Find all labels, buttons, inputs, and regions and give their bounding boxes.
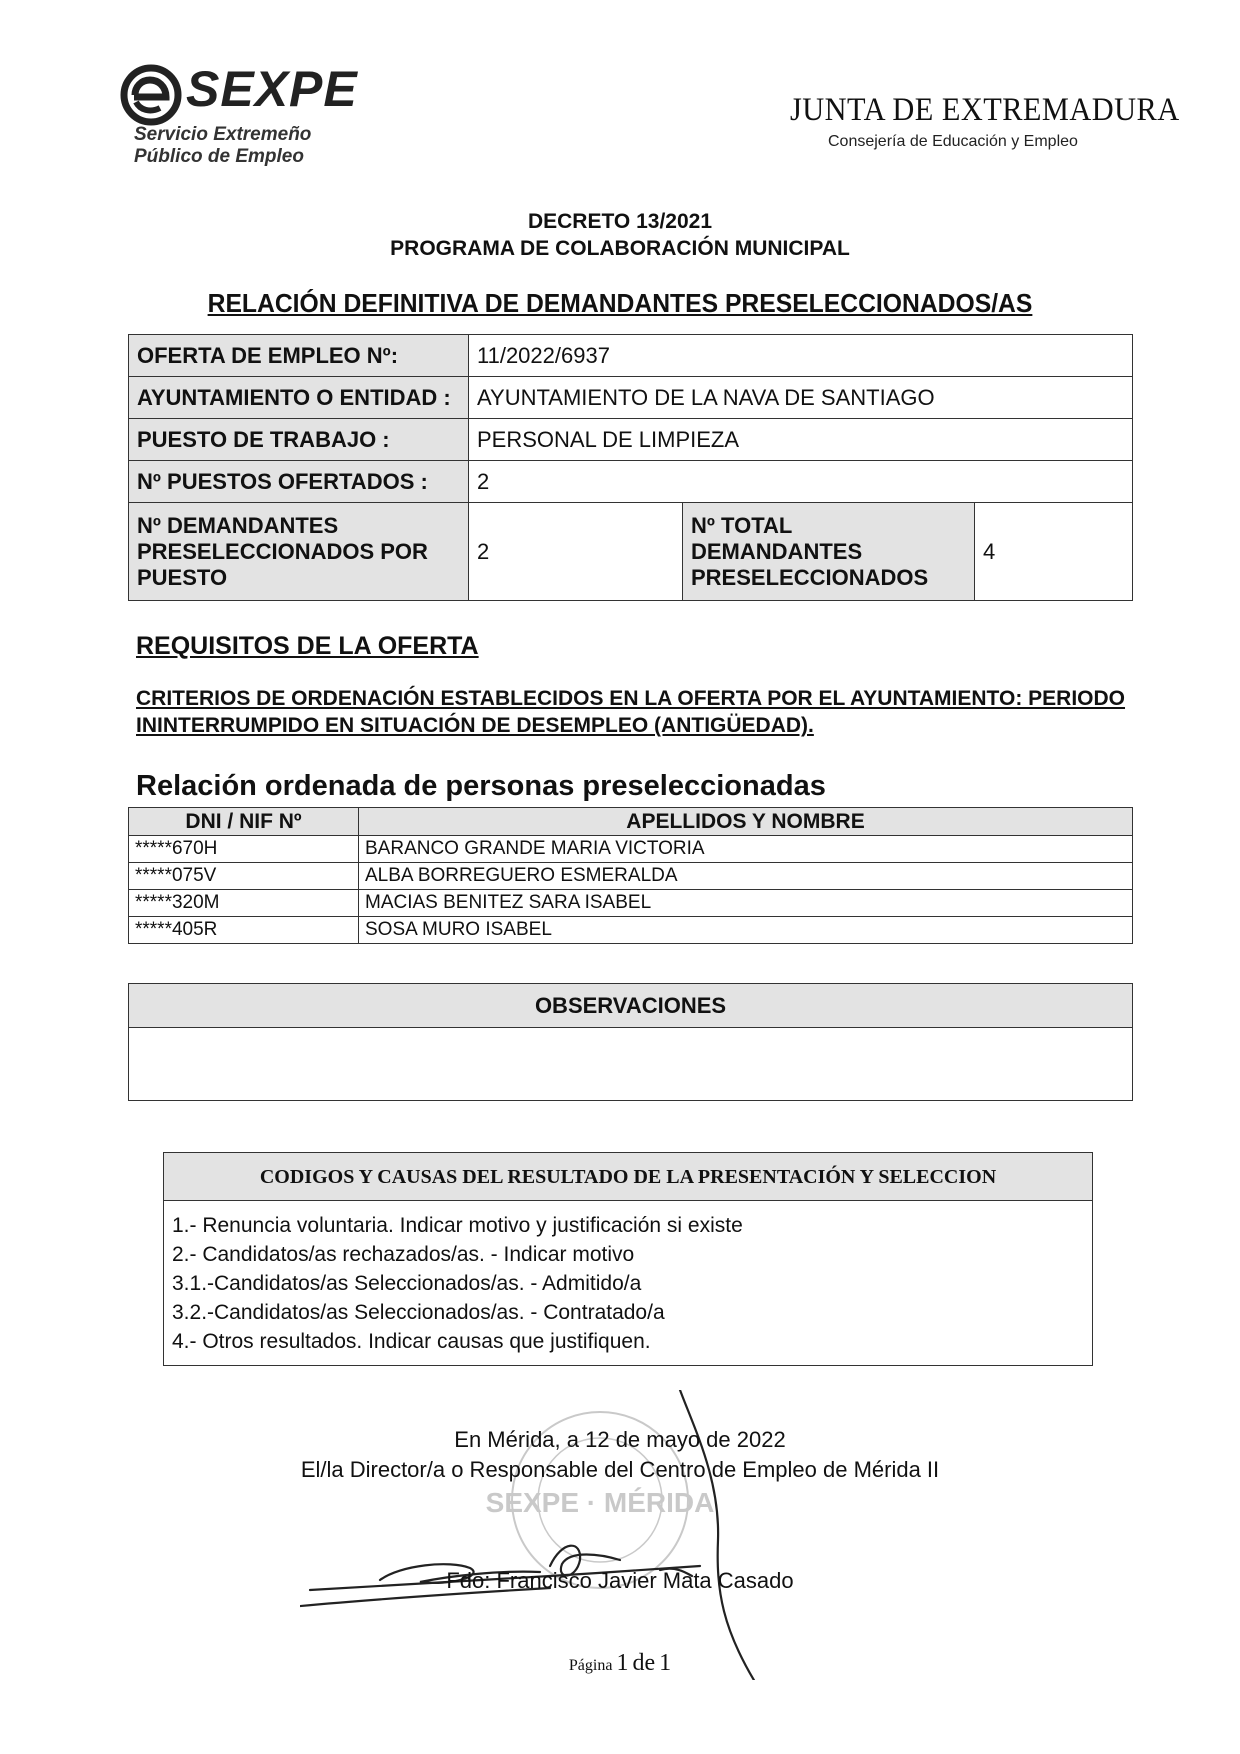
nombre-cell: ALBA BORREGUERO ESMERALDA xyxy=(359,863,1133,890)
relacion-ordenada-title: Relación ordenada de personas preseleccionadas xyxy=(136,770,826,802)
table-row xyxy=(129,863,1133,890)
sexpe-e-icon xyxy=(120,64,182,126)
table-row xyxy=(129,503,1133,601)
observaciones-box xyxy=(128,983,1133,1101)
logo-name: SEXPE xyxy=(186,61,358,117)
ayuntamiento-value: AYUNTAMIENTO DE LA NAVA DE SANTIAGO xyxy=(469,377,1133,419)
programa-title: PROGRAMA DE COLABORACIÓN MUNICIPAL xyxy=(390,237,850,260)
signature-name: Fdo: Francisco Javier Mata Casado xyxy=(446,1568,794,1593)
table-row xyxy=(129,335,1133,377)
nombre-cell: MACIAS BENITEZ SARA ISABEL xyxy=(359,890,1133,917)
puesto-label: PUESTO DE TRABAJO : xyxy=(129,419,469,461)
demandantes-por-puesto-label: Nº DEMANDANTES PRESELECCIONADOS POR PUESTO xyxy=(129,503,469,601)
page-total: 1 xyxy=(659,1650,672,1676)
table-row xyxy=(129,419,1133,461)
requisitos-title: REQUISITOS DE LA OFERTA xyxy=(136,632,479,660)
col-nombre-header: APELLIDOS Y NOMBRE xyxy=(359,808,1133,836)
table-header-row xyxy=(129,808,1133,836)
list-item: 3.2.-Candidatos/as Seleccionados/as. - Contratado/a xyxy=(172,1301,665,1324)
codigos-title: CODIGOS Y CAUSAS DEL RESULTADO DE LA PRESENTACIÓN Y SELECCION xyxy=(164,1153,1092,1201)
col-dni-header: DNI / NIF Nº xyxy=(129,808,359,836)
demandantes-por-puesto-value: 2 xyxy=(469,503,683,601)
logo-subtitle-2: Público de Empleo xyxy=(134,146,304,167)
list-item: 4.- Otros resultados. Indicar causas que justifiquen. xyxy=(172,1330,651,1353)
table-row xyxy=(129,890,1133,917)
signature-role: El/la Director/a o Responsable del Centro de Empleo de Mérida II xyxy=(300,1457,940,1482)
observaciones-title: OBSERVACIONES xyxy=(129,984,1132,1028)
table-row xyxy=(129,917,1133,944)
num-puestos-value: 2 xyxy=(469,461,1133,503)
logo-subtitle-1: Servicio Extremeño xyxy=(134,124,312,145)
list-item: 3.1.-Candidatos/as Seleccionados/as. - Admitido/a xyxy=(172,1272,642,1295)
table-row xyxy=(129,461,1133,503)
list-item: 1.- Renuncia voluntaria. Indicar motivo y justificación si existe xyxy=(172,1214,743,1237)
consejeria-subtitle: Consejería de Educación y Empleo xyxy=(828,133,1078,150)
relacion-definitiva-title: RELACIÓN DEFINITIVA DE DEMANDANTES PRESELECCIONADOS/AS xyxy=(207,288,1033,318)
stamp-text: SEXPE · MÉRIDA xyxy=(485,1487,715,1518)
num-puestos-label: Nº PUESTOS OFERTADOS : xyxy=(129,461,469,503)
dni-cell: *****320M xyxy=(129,890,359,917)
ayuntamiento-label: AYUNTAMIENTO O ENTIDAD : xyxy=(129,377,469,419)
dni-cell: *****405R xyxy=(129,917,359,944)
dni-cell: *****670H xyxy=(129,836,359,863)
page-number xyxy=(0,1650,1240,1677)
table-row xyxy=(129,377,1133,419)
total-demandantes-label: Nº TOTAL DEMANDANTES PRESELECCIONADOS xyxy=(683,503,975,601)
oferta-value: 11/2022/6937 xyxy=(469,335,1133,377)
junta-extremadura-title: JUNTA DE EXTREMADURA xyxy=(790,92,1180,128)
decreto-title: DECRETO 13/2021 xyxy=(527,210,713,233)
page-num: 1 xyxy=(616,1650,629,1676)
pagina-word: Página xyxy=(568,1657,613,1674)
sexpe-logo xyxy=(120,58,420,168)
dni-cell: *****075V xyxy=(129,863,359,890)
offer-details-table xyxy=(128,334,1133,601)
puesto-value: PERSONAL DE LIMPIEZA xyxy=(469,419,1133,461)
list-item: 2.- Candidatos/as rechazados/as. - Indicar motivo xyxy=(172,1243,635,1266)
signature-date: En Mérida, a 12 de mayo de 2022 xyxy=(454,1427,786,1452)
persons-table xyxy=(128,807,1133,944)
de-word: de xyxy=(632,1650,656,1676)
nombre-cell: BARANCO GRANDE MARIA VICTORIA xyxy=(359,836,1133,863)
criterios-text: CRITERIOS DE ORDENACIÓN ESTABLECIDOS EN LA OFERTA POR EL AYUNTAMIENTO: PERIODO ININTERRUMPIDO EN SITUACIÓN DE DESEMPLEO (ANTIGÜEDAD). xyxy=(136,687,1126,737)
nombre-cell: SOSA MURO ISABEL xyxy=(359,917,1133,944)
oferta-label: OFERTA DE EMPLEO Nº: xyxy=(129,335,469,377)
table-row xyxy=(129,836,1133,863)
codigos-list xyxy=(164,1201,1092,1356)
codigos-box xyxy=(163,1152,1093,1366)
observaciones-text xyxy=(129,1028,1132,1044)
total-demandantes-value: 4 xyxy=(975,503,1133,601)
